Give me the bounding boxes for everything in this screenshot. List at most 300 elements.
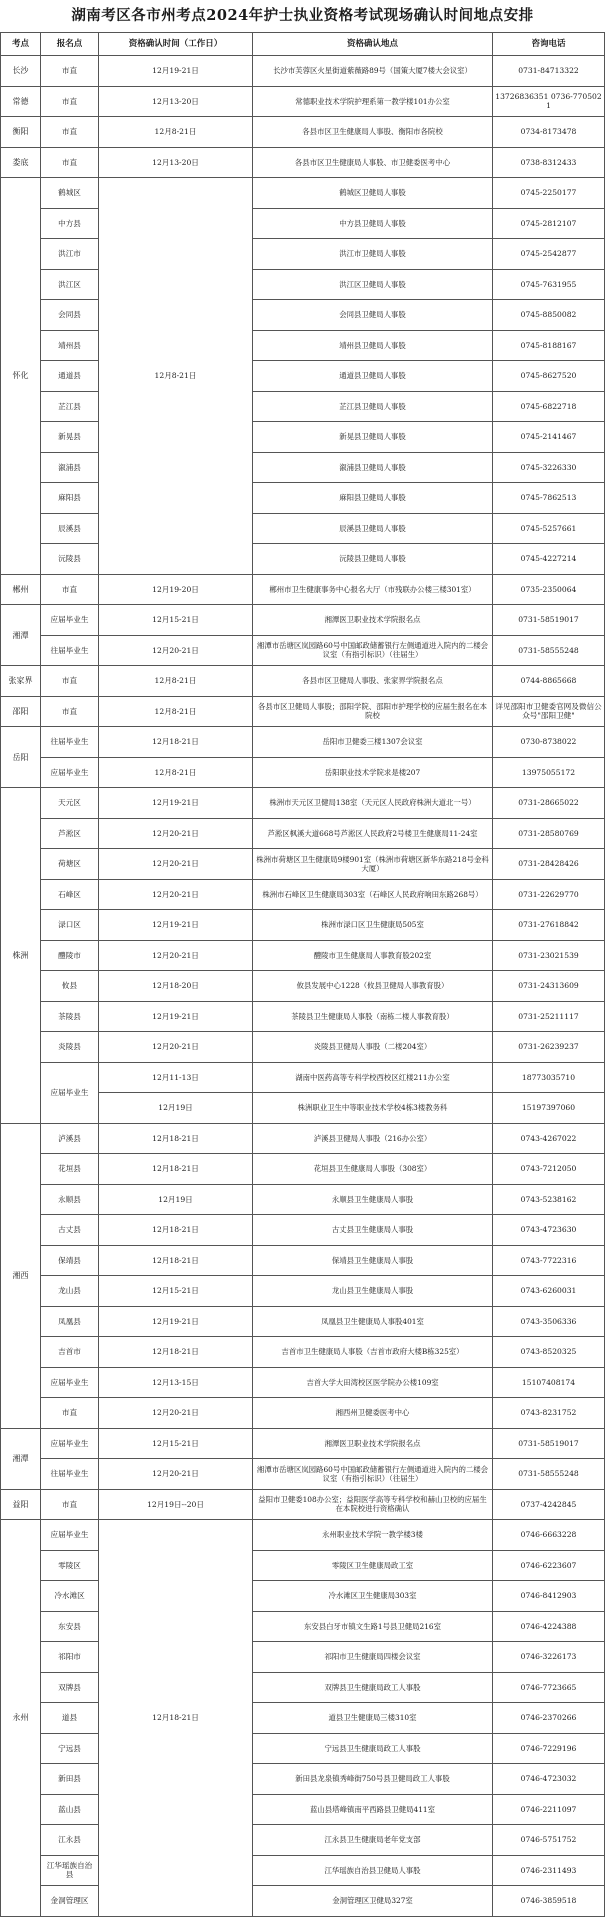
confirm-location-cell: 中方县卫健局人事股: [253, 208, 493, 239]
exam-site-cell: 湘潭: [1, 605, 41, 666]
confirm-time-cell: 12月20-21日: [99, 635, 253, 666]
table-row: [1, 1550, 605, 1581]
registration-point-cell: 芦淞区: [41, 818, 99, 849]
table-row: [1, 330, 605, 361]
table-row: [1, 1764, 605, 1795]
registration-point-cell: 龙山县: [41, 1276, 99, 1307]
phone-cell: 0731-28580769: [493, 818, 605, 849]
confirm-location-cell: 株洲市天元区卫健局138室（天元区人民政府株洲大道北一号）: [253, 788, 493, 819]
registration-point-cell: 应届毕业生: [41, 1367, 99, 1398]
registration-point-cell: 中方县: [41, 208, 99, 239]
registration-point-cell: 靖州县: [41, 330, 99, 361]
confirm-location-cell: 吉首市卫生健康局人事股（吉首市政府大楼B栋325室）: [253, 1337, 493, 1368]
confirm-location-cell: 永州职业技术学院一教学楼3楼: [253, 1520, 493, 1551]
registration-point-cell: 洪江区: [41, 269, 99, 300]
registration-point-cell: 市直: [41, 147, 99, 178]
table-row: [1, 269, 605, 300]
phone-cell: 0746-4224388: [493, 1611, 605, 1642]
confirm-location-cell: 会同县卫健局人事股: [253, 300, 493, 331]
table-row: [1, 574, 605, 605]
phone-cell: 0745-4227214: [493, 544, 605, 575]
confirm-time-cell: 12月19-21日: [99, 56, 253, 87]
confirm-location-cell: 湘潭市岳塘区岚园路60号中国邮政储蓄银行左侧通道进入院内的二楼会议室（有指引标识）（往届生）: [253, 1459, 493, 1490]
table-row: [1, 117, 605, 148]
table-row: [1, 1855, 605, 1886]
confirm-location-cell: 凤凰县卫生健康局人事股401室: [253, 1306, 493, 1337]
confirm-time-cell: 12月8-21日: [99, 696, 253, 727]
phone-cell: 0737-4242845: [493, 1489, 605, 1520]
confirm-time-cell: 12月15-21日: [99, 1276, 253, 1307]
table-row: [1, 1489, 605, 1520]
registration-point-cell: 保靖县: [41, 1245, 99, 1276]
confirm-location-cell: 芷江县卫健局人事股: [253, 391, 493, 422]
confirm-location-cell: 株洲职业卫生中等职业技术学校4栋3楼教务科: [253, 1093, 493, 1124]
registration-point-cell: 吉首市: [41, 1337, 99, 1368]
phone-cell: 0743-5238162: [493, 1184, 605, 1215]
phone-cell: 0744-8865668: [493, 666, 605, 697]
table-row: [1, 788, 605, 819]
phone-cell: 0746-6663228: [493, 1520, 605, 1551]
table-header: [1, 33, 605, 56]
registration-point-cell: 醴陵市: [41, 940, 99, 971]
phone-cell: 0731-25211117: [493, 1001, 605, 1032]
table-row: [1, 910, 605, 941]
registration-point-cell: 市直: [41, 666, 99, 697]
page-title: 湖南考区各市州考点2024年护士执业资格考试现场确认时间地点安排: [71, 7, 534, 24]
confirm-time-cell: 12月8-21日: [99, 757, 253, 788]
table-row: [1, 178, 605, 209]
phone-cell: 0746-3859518: [493, 1886, 605, 1917]
phone-cell: 0731-28665022: [493, 788, 605, 819]
registration-point-cell: 茶陵县: [41, 1001, 99, 1032]
registration-point-cell: 花垣县: [41, 1154, 99, 1185]
registration-point-cell: 冷水滩区: [41, 1581, 99, 1612]
confirm-location-cell: 岳阳职业技术学院求是楼207: [253, 757, 493, 788]
exam-site-cell: 娄底: [1, 147, 41, 178]
registration-point-cell: 应届毕业生: [41, 1062, 99, 1123]
schedule-table: [0, 32, 605, 1917]
phone-cell: 0743-7722316: [493, 1245, 605, 1276]
table-row: [1, 1611, 605, 1642]
table-row: [1, 1337, 605, 1368]
confirm-location-cell: 各县市区卫生健康局人事股、市卫健委医考中心: [253, 147, 493, 178]
table-row: [1, 239, 605, 270]
table-row: [1, 1245, 605, 1276]
confirm-location-cell: 泸溪县卫健局人事股（216办公室）: [253, 1123, 493, 1154]
confirm-location-cell: 新晃县卫健局人事股: [253, 422, 493, 453]
phone-cell: 0745-2542877: [493, 239, 605, 270]
phone-cell: 0735-2350064: [493, 574, 605, 605]
registration-point-cell: 市直: [41, 574, 99, 605]
phone-cell: 0746-2370266: [493, 1703, 605, 1734]
confirm-location-cell: 郴州市卫生健康事务中心报名大厅（市残联办公楼三楼301室）: [253, 574, 493, 605]
confirm-location-cell: 沅陵县卫健局人事股: [253, 544, 493, 575]
registration-point-cell: 往届毕业生: [41, 1459, 99, 1490]
header-exam-site: 考点: [1, 33, 41, 56]
registration-point-cell: 市直: [41, 696, 99, 727]
phone-cell: 0745-3226330: [493, 452, 605, 483]
confirm-time-cell: 12月20-21日: [99, 1459, 253, 1490]
phone-cell: 0731-26239237: [493, 1032, 605, 1063]
confirm-location-cell: 零陵区卫生健康局政工室: [253, 1550, 493, 1581]
confirm-location-cell: 各县市区卫健局人事股；邵阳学院、邵阳市护理学校的应届生报名在本院校: [253, 696, 493, 727]
registration-point-cell: 东安县: [41, 1611, 99, 1642]
registration-point-cell: 沅陵县: [41, 544, 99, 575]
table-row: [1, 1398, 605, 1429]
table-row: [1, 1733, 605, 1764]
table-row: [1, 1642, 605, 1673]
table-row: [1, 1794, 605, 1825]
phone-cell: 0743-8231752: [493, 1398, 605, 1429]
confirm-time-cell: 12月20-21日: [99, 1398, 253, 1429]
confirm-time-cell: 12月19-21日: [99, 1001, 253, 1032]
table-row: [1, 513, 605, 544]
confirm-location-cell: 辰溪县卫健局人事股: [253, 513, 493, 544]
confirm-time-cell: 12月19日: [99, 1184, 253, 1215]
confirm-location-cell: 炎陵县卫健局人事股（二楼204室）: [253, 1032, 493, 1063]
registration-point-cell: 古丈县: [41, 1215, 99, 1246]
table-row: [1, 1672, 605, 1703]
registration-point-cell: 蓝山县: [41, 1794, 99, 1825]
confirm-location-cell: 攸县发展中心1228（攸县卫健局人事教育股）: [253, 971, 493, 1002]
exam-site-cell: 长沙: [1, 56, 41, 87]
registration-point-cell: 攸县: [41, 971, 99, 1002]
registration-point-cell: 永顺县: [41, 1184, 99, 1215]
phone-cell: 0746-6223607: [493, 1550, 605, 1581]
table-row: [1, 361, 605, 392]
confirm-time-cell: 12月18-21日: [99, 1154, 253, 1185]
registration-point-cell: 往届毕业生: [41, 635, 99, 666]
confirm-time-cell: 12月13-15日: [99, 1367, 253, 1398]
table-row: [1, 1306, 605, 1337]
exam-site-cell: 湘潭: [1, 1428, 41, 1489]
table-row: [1, 1001, 605, 1032]
confirm-time-cell: 12月13-20日: [99, 86, 253, 117]
table-row: [1, 605, 605, 636]
phone-cell: 13726836351 0736-7705021: [493, 86, 605, 117]
confirm-location-cell: 冷水滩区卫生健康局303室: [253, 1581, 493, 1612]
confirm-time-cell: 12月18-21日: [99, 1123, 253, 1154]
phone-cell: 0746-3226173: [493, 1642, 605, 1673]
registration-point-cell: 道县: [41, 1703, 99, 1734]
table-row: [1, 1276, 605, 1307]
phone-cell: 0746-7723665: [493, 1672, 605, 1703]
phone-cell: 0746-4723032: [493, 1764, 605, 1795]
confirm-location-cell: 麻阳县卫健局人事股: [253, 483, 493, 514]
confirm-location-cell: 岳阳市卫健委三楼1307会议室: [253, 727, 493, 758]
phone-cell: 13975055172: [493, 757, 605, 788]
confirm-time-cell: 12月19日: [99, 1093, 253, 1124]
confirm-time-cell: 12月18-21日: [99, 1215, 253, 1246]
confirm-location-cell: 洪江市卫健局人事股: [253, 239, 493, 270]
phone-cell: 15197397060: [493, 1093, 605, 1124]
phone-cell: 0731-58555248: [493, 635, 605, 666]
confirm-location-cell: 鹤城区卫健局人事股: [253, 178, 493, 209]
confirm-time-cell: 12月20-21日: [99, 879, 253, 910]
confirm-location-cell: 新田县龙泉镇秀峰街750号县卫健局政工人事股: [253, 1764, 493, 1795]
exam-site-cell: 邵阳: [1, 696, 41, 727]
confirm-location-cell: 东安县白牙市镇文生路1号县卫健局216室: [253, 1611, 493, 1642]
header-registration-point: 报名点: [41, 33, 99, 56]
table-body: [1, 56, 605, 1917]
confirm-location-cell: 湘西州卫健委医考中心: [253, 1398, 493, 1429]
header-confirm-location: 资格确认地点: [253, 33, 493, 56]
registration-point-cell: 市直: [41, 56, 99, 87]
table-row: [1, 1184, 605, 1215]
registration-point-cell: 天元区: [41, 788, 99, 819]
phone-cell: 18773035710: [493, 1062, 605, 1093]
phone-cell: 0731-22629770: [493, 879, 605, 910]
table-row: [1, 940, 605, 971]
table-row: [1, 696, 605, 727]
phone-cell: 0731-84713322: [493, 56, 605, 87]
confirm-time-cell: 12月20-21日: [99, 1032, 253, 1063]
registration-point-cell: 零陵区: [41, 1550, 99, 1581]
table-row: [1, 1459, 605, 1490]
header-phone: 咨询电话: [493, 33, 605, 56]
phone-cell: 0731-24313609: [493, 971, 605, 1002]
phone-cell: 0746-5751752: [493, 1825, 605, 1856]
confirm-location-cell: 古丈县卫生健康局人事股: [253, 1215, 493, 1246]
table-row: [1, 1215, 605, 1246]
phone-cell: 0743-3506336: [493, 1306, 605, 1337]
phone-cell: 0731-23021539: [493, 940, 605, 971]
confirm-location-cell: 株洲市石峰区卫生健康局303室（石峰区人民政府响田东路268号）: [253, 879, 493, 910]
registration-point-cell: 市直: [41, 1398, 99, 1429]
confirm-time-cell: 12月15-21日: [99, 605, 253, 636]
table-row: [1, 1520, 605, 1551]
confirm-location-cell: 溆浦县卫健局人事股: [253, 452, 493, 483]
exam-site-cell: 衡阳: [1, 117, 41, 148]
registration-point-cell: 市直: [41, 86, 99, 117]
phone-cell: 0745-5257661: [493, 513, 605, 544]
confirm-time-cell: 12月18-20日: [99, 971, 253, 1002]
phone-cell: 0743-6260031: [493, 1276, 605, 1307]
registration-point-cell: 市直: [41, 1489, 99, 1520]
table-row: [1, 879, 605, 910]
confirm-location-cell: 双牌县卫生健康局政工人事股: [253, 1672, 493, 1703]
header-confirm-time: 资格确认时间（工作日）: [99, 33, 253, 56]
phone-cell: 0745-2812107: [493, 208, 605, 239]
phone-cell: 0745-8627520: [493, 361, 605, 392]
confirm-location-cell: 各县市区卫生健康局人事股、衡阳市各院校: [253, 117, 493, 148]
table-row: [1, 1428, 605, 1459]
registration-point-cell: 江永县: [41, 1825, 99, 1856]
registration-point-cell: 洪江市: [41, 239, 99, 270]
table-row: [1, 147, 605, 178]
confirm-location-cell: 湘潭医卫职业技术学院报名点: [253, 1428, 493, 1459]
exam-site-cell: 怀化: [1, 178, 41, 575]
table-row: [1, 300, 605, 331]
registration-point-cell: 江华瑶族自治县: [41, 1855, 99, 1886]
exam-site-cell: 湘西: [1, 1123, 41, 1428]
confirm-time-cell: 12月8-21日: [99, 178, 253, 575]
phone-cell: 0731-58555248: [493, 1459, 605, 1490]
confirm-time-cell: 12月18-21日: [99, 1520, 253, 1917]
confirm-location-cell: 祁阳市卫生健康局四楼会议室: [253, 1642, 493, 1673]
registration-point-cell: 市直: [41, 117, 99, 148]
table-row: [1, 391, 605, 422]
confirm-time-cell: 12月18-21日: [99, 727, 253, 758]
phone-cell: 0745-7631955: [493, 269, 605, 300]
phone-cell: 0738-8312433: [493, 147, 605, 178]
registration-point-cell: 往届毕业生: [41, 727, 99, 758]
registration-point-cell: 会同县: [41, 300, 99, 331]
confirm-time-cell: 12月8-21日: [99, 666, 253, 697]
table-row: [1, 1886, 605, 1917]
phone-cell: 0731-27618842: [493, 910, 605, 941]
registration-point-cell: 祁阳市: [41, 1642, 99, 1673]
phone-cell: 详见邵阳市卫健委官网及微信公众号"邵阳卫健": [493, 696, 605, 727]
confirm-location-cell: 龙山县卫生健康局人事股: [253, 1276, 493, 1307]
confirm-location-cell: 花垣县卫生健康局人事股（308室）: [253, 1154, 493, 1185]
table-row: [1, 1062, 605, 1093]
phone-cell: 0730-8738022: [493, 727, 605, 758]
phone-cell: 0746-2211097: [493, 1794, 605, 1825]
registration-point-cell: 双牌县: [41, 1672, 99, 1703]
confirm-location-cell: 株洲市荷塘区卫生健康局9楼901室（株洲市荷塘区新华东路218号金科大厦）: [253, 849, 493, 880]
confirm-location-cell: 洪江区卫健局人事股: [253, 269, 493, 300]
phone-cell: 0731-58519017: [493, 605, 605, 636]
confirm-time-cell: 12月11-13日: [99, 1062, 253, 1093]
exam-site-cell: 常德: [1, 86, 41, 117]
exam-site-cell: 永州: [1, 1520, 41, 1917]
table-row: [1, 727, 605, 758]
registration-point-cell: 麻阳县: [41, 483, 99, 514]
table-row: [1, 971, 605, 1002]
phone-cell: 0743-7212050: [493, 1154, 605, 1185]
registration-point-cell: 宁远县: [41, 1733, 99, 1764]
registration-point-cell: 新田县: [41, 1764, 99, 1795]
confirm-location-cell: 醴陵市卫生健康局人事教育股202室: [253, 940, 493, 971]
phone-cell: 0745-2141467: [493, 422, 605, 453]
table-row: [1, 1123, 605, 1154]
exam-site-cell: 郴州: [1, 574, 41, 605]
confirm-time-cell: 12月13-20日: [99, 147, 253, 178]
phone-cell: 0745-2250177: [493, 178, 605, 209]
exam-site-cell: 益阳: [1, 1489, 41, 1520]
confirm-location-cell: 湘潭市岳塘区岚园路60号中国邮政储蓄银行左侧通道进入院内的二楼会议室（有指引标识）（往届生）: [253, 635, 493, 666]
confirm-time-cell: 12月19-21日: [99, 1306, 253, 1337]
registration-point-cell: 应届毕业生: [41, 1520, 99, 1551]
confirm-time-cell: 12月19-21日: [99, 910, 253, 941]
confirm-time-cell: 12月8-21日: [99, 117, 253, 148]
registration-point-cell: 鹤城区: [41, 178, 99, 209]
confirm-time-cell: 12月18-21日: [99, 1337, 253, 1368]
confirm-location-cell: 株洲市渌口区卫生健康局505室: [253, 910, 493, 941]
confirm-location-cell: 永顺县卫生健康局人事股: [253, 1184, 493, 1215]
table-row: [1, 1154, 605, 1185]
registration-point-cell: 新晃县: [41, 422, 99, 453]
confirm-location-cell: 宁远县卫生健康局政工人事股: [253, 1733, 493, 1764]
confirm-time-cell: 12月19日--20日: [99, 1489, 253, 1520]
registration-point-cell: 通道县: [41, 361, 99, 392]
phone-cell: 0745-7862513: [493, 483, 605, 514]
table-row: [1, 544, 605, 575]
table-row: [1, 1581, 605, 1612]
phone-cell: 0746-8412903: [493, 1581, 605, 1612]
table-row: [1, 422, 605, 453]
table-row: [1, 86, 605, 117]
exam-site-cell: 岳阳: [1, 727, 41, 788]
confirm-time-cell: 12月20-21日: [99, 940, 253, 971]
confirm-location-cell: 金洞管理区卫健局327室: [253, 1886, 493, 1917]
confirm-location-cell: 蓝山县塔峰镇南平西路县卫健局411室: [253, 1794, 493, 1825]
table-row: [1, 1703, 605, 1734]
confirm-time-cell: 12月18-21日: [99, 1245, 253, 1276]
confirm-location-cell: 长沙市芙蓉区火星街道紫薇路89号（国策大厦7楼大会议室）: [253, 56, 493, 87]
phone-cell: 0745-8188167: [493, 330, 605, 361]
confirm-time-cell: 12月19-21日: [99, 788, 253, 819]
table-row: [1, 1825, 605, 1856]
confirm-location-cell: 吉首大学大田湾校区医学院办公楼109室: [253, 1367, 493, 1398]
confirm-location-cell: 保靖县卫生健康局人事股: [253, 1245, 493, 1276]
confirm-location-cell: 江永县卫生健康局老年党支部: [253, 1825, 493, 1856]
confirm-time-cell: 12月20-21日: [99, 849, 253, 880]
phone-cell: 0731-28428426: [493, 849, 605, 880]
table-row: [1, 635, 605, 666]
registration-point-cell: 应届毕业生: [41, 757, 99, 788]
phone-cell: 0743-8520325: [493, 1337, 605, 1368]
confirm-location-cell: 湖南中医药高等专科学校西校区红楼211办公室: [253, 1062, 493, 1093]
registration-point-cell: 应届毕业生: [41, 1428, 99, 1459]
confirm-location-cell: 江华瑶族自治县卫健局人事股: [253, 1855, 493, 1886]
confirm-time-cell: 12月20-21日: [99, 818, 253, 849]
phone-cell: 0745-8850082: [493, 300, 605, 331]
phone-cell: 0731-58519017: [493, 1428, 605, 1459]
phone-cell: 15107408174: [493, 1367, 605, 1398]
phone-cell: 0743-4267022: [493, 1123, 605, 1154]
table-row: [1, 208, 605, 239]
confirm-time-cell: 12月19-20日: [99, 574, 253, 605]
confirm-location-cell: 茶陵县卫生健康局人事股（南栋二楼人事教育股）: [253, 1001, 493, 1032]
registration-point-cell: 凤凰县: [41, 1306, 99, 1337]
confirm-location-cell: 各县市区卫健局人事股、张家界学院报名点: [253, 666, 493, 697]
table-row: [1, 56, 605, 87]
phone-cell: 0746-2311493: [493, 1855, 605, 1886]
confirm-location-cell: 通道县卫健局人事股: [253, 361, 493, 392]
table-row: [1, 666, 605, 697]
confirm-location-cell: 道县卫生健康局三楼310室: [253, 1703, 493, 1734]
table-row: [1, 452, 605, 483]
table-row: [1, 483, 605, 514]
registration-point-cell: 应届毕业生: [41, 605, 99, 636]
registration-point-cell: 荷塘区: [41, 849, 99, 880]
registration-point-cell: 石峰区: [41, 879, 99, 910]
registration-point-cell: 芷江县: [41, 391, 99, 422]
confirm-location-cell: 靖州县卫健局人事股: [253, 330, 493, 361]
confirm-time-cell: 12月15-21日: [99, 1428, 253, 1459]
confirm-location-cell: 常德职业技术学院护理系第一教学楼101办公室: [253, 86, 493, 117]
phone-cell: 0734-8173478: [493, 117, 605, 148]
table-row: [1, 849, 605, 880]
confirm-location-cell: 益阳市卫健委108办公室；益阳医学高等专科学校和赫山卫校的应届生在本院校进行资格确认: [253, 1489, 493, 1520]
registration-point-cell: 渌口区: [41, 910, 99, 941]
table-row: [1, 757, 605, 788]
confirm-location-cell: 芦淞区枫溪大道668号芦淞区人民政府2号楼卫生健康局11-24室: [253, 818, 493, 849]
registration-point-cell: 辰溪县: [41, 513, 99, 544]
phone-cell: 0746-7229196: [493, 1733, 605, 1764]
exam-site-cell: 株洲: [1, 788, 41, 1124]
registration-point-cell: 金洞管理区: [41, 1886, 99, 1917]
table-row: [1, 1032, 605, 1063]
confirm-location-cell: 湘潭医卫职业技术学院报名点: [253, 605, 493, 636]
registration-point-cell: 炎陵县: [41, 1032, 99, 1063]
phone-cell: 0743-4723630: [493, 1215, 605, 1246]
table-row: [1, 1367, 605, 1398]
table-row: [1, 818, 605, 849]
registration-point-cell: 溆浦县: [41, 452, 99, 483]
